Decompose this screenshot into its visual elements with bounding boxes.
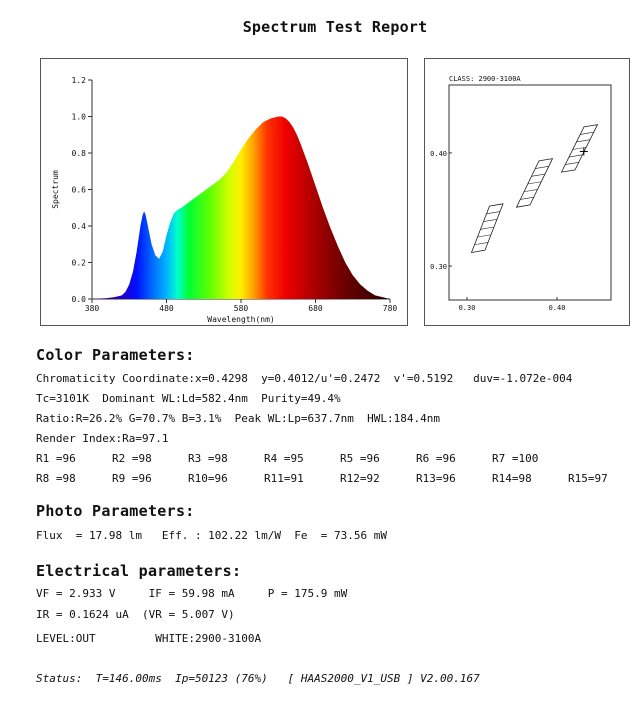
- chromaticity-panel: [424, 58, 630, 326]
- y-tick-label: 1.0: [71, 112, 86, 122]
- class-label: CLASS: 2900-3100A: [449, 75, 521, 83]
- bin-subdivision: [528, 182, 542, 184]
- spectrum-chart-panel: [40, 58, 408, 326]
- render-index-value: R3 =98: [188, 452, 228, 465]
- y-tick-label: 1.2: [71, 76, 86, 85]
- x-tick-label: 0.40: [548, 304, 566, 312]
- tc-line: Tc=3101K Dominant WL:Ld=582.4nm Purity=49.4%: [36, 392, 341, 405]
- bin-subdivision: [532, 174, 546, 176]
- y-tick-label: 0.6: [71, 185, 86, 195]
- x-tick-label: 0.30: [458, 304, 476, 312]
- render-index-value: R4 =95: [264, 452, 304, 465]
- x-tick-label: 480: [159, 304, 174, 313]
- render-index-value: R13=96: [416, 472, 456, 485]
- y-tick-label: 0.2: [71, 258, 86, 268]
- render-index-line: Render Index:Ra=97.1: [36, 432, 169, 445]
- y-tick-label: 0.0: [71, 295, 86, 304]
- bin-subdivision: [481, 227, 495, 229]
- bin-subdivision: [577, 140, 591, 142]
- x-tick-label: 780: [382, 304, 398, 313]
- spectrum-chart: [41, 59, 407, 325]
- report-title: Spectrum Test Report: [242, 18, 428, 36]
- x-axis-label: Wavelength(nm): [207, 315, 275, 324]
- bin-subdivision: [478, 235, 492, 237]
- flux-line: Flux = 17.98 lm Eff. : 102.22 lm/W Fe = 73.56 mW: [36, 529, 387, 542]
- bin-subdivision: [580, 132, 594, 134]
- x-tick-label: 580: [233, 304, 249, 313]
- render-index-value: R9 =96: [112, 472, 152, 485]
- render-index-value: R12=92: [340, 472, 380, 485]
- chromaticity-chart: [425, 59, 629, 325]
- electrical-params-heading: Electrical parameters:: [36, 562, 242, 580]
- bin-subdivision: [520, 197, 534, 199]
- plot-frame: [449, 85, 611, 300]
- bin-subdivision: [569, 155, 583, 157]
- y-tick-label: 0.4: [71, 222, 86, 231]
- x-tick-label: 680: [308, 304, 323, 313]
- render-index-value: R7 =100: [492, 452, 539, 465]
- y-tick-label: 0.8: [71, 149, 86, 158]
- ratio-line: Ratio:R=26.2% G=70.7% B=3.1% Peak WL:Lp=637.7nm HWL:184.4nm: [36, 412, 440, 425]
- level-line: LEVEL:OUT WHITE:2900-3100A: [36, 632, 262, 645]
- vf-line: VF = 2.933 V IF = 59.98 mA P = 175.9 mW: [36, 587, 348, 600]
- render-index-value: R10=96: [188, 472, 228, 485]
- bin-subdivision: [487, 212, 501, 214]
- spectrum-area: [92, 117, 390, 300]
- render-index-value: R15=97: [568, 472, 608, 485]
- render-index-value: R11=91: [264, 472, 304, 485]
- y-tick-label: 0.30: [430, 263, 447, 272]
- bin-subdivision: [524, 189, 538, 191]
- render-index-value: R8 =98: [36, 472, 76, 485]
- chromaticity-line: Chromaticity Coordinate:x=0.4298 y=0.4012/u'=0.2472 v'=0.5192 duv=-1.072e-004: [36, 372, 573, 385]
- render-index-value: R14=98: [492, 472, 532, 485]
- bin-subdivision: [565, 162, 579, 164]
- render-index-value: R2 =98: [112, 452, 152, 465]
- render-index-value: R5 =96: [340, 452, 380, 465]
- color-params-heading: Color Parameters:: [36, 346, 195, 364]
- y-axis-label: Spectrum: [51, 170, 60, 209]
- render-index-value: R6 =96: [416, 452, 456, 465]
- bin-subdivision: [484, 219, 498, 221]
- bin-subdivision: [475, 242, 489, 244]
- bin-subdivision: [535, 166, 549, 168]
- x-tick-label: 380: [84, 304, 100, 313]
- status-line: Status: T=146.00ms Ip=50123 (76%) [ HAAS2000_V1_USB ] V2.00.167: [36, 672, 480, 685]
- y-tick-label: 0.40: [430, 149, 447, 158]
- photo-params-heading: Photo Parameters:: [36, 502, 195, 520]
- render-index-value: R1 =96: [36, 452, 76, 465]
- ir-line: IR = 0.1624 uA (VR = 5.007 V): [36, 608, 235, 621]
